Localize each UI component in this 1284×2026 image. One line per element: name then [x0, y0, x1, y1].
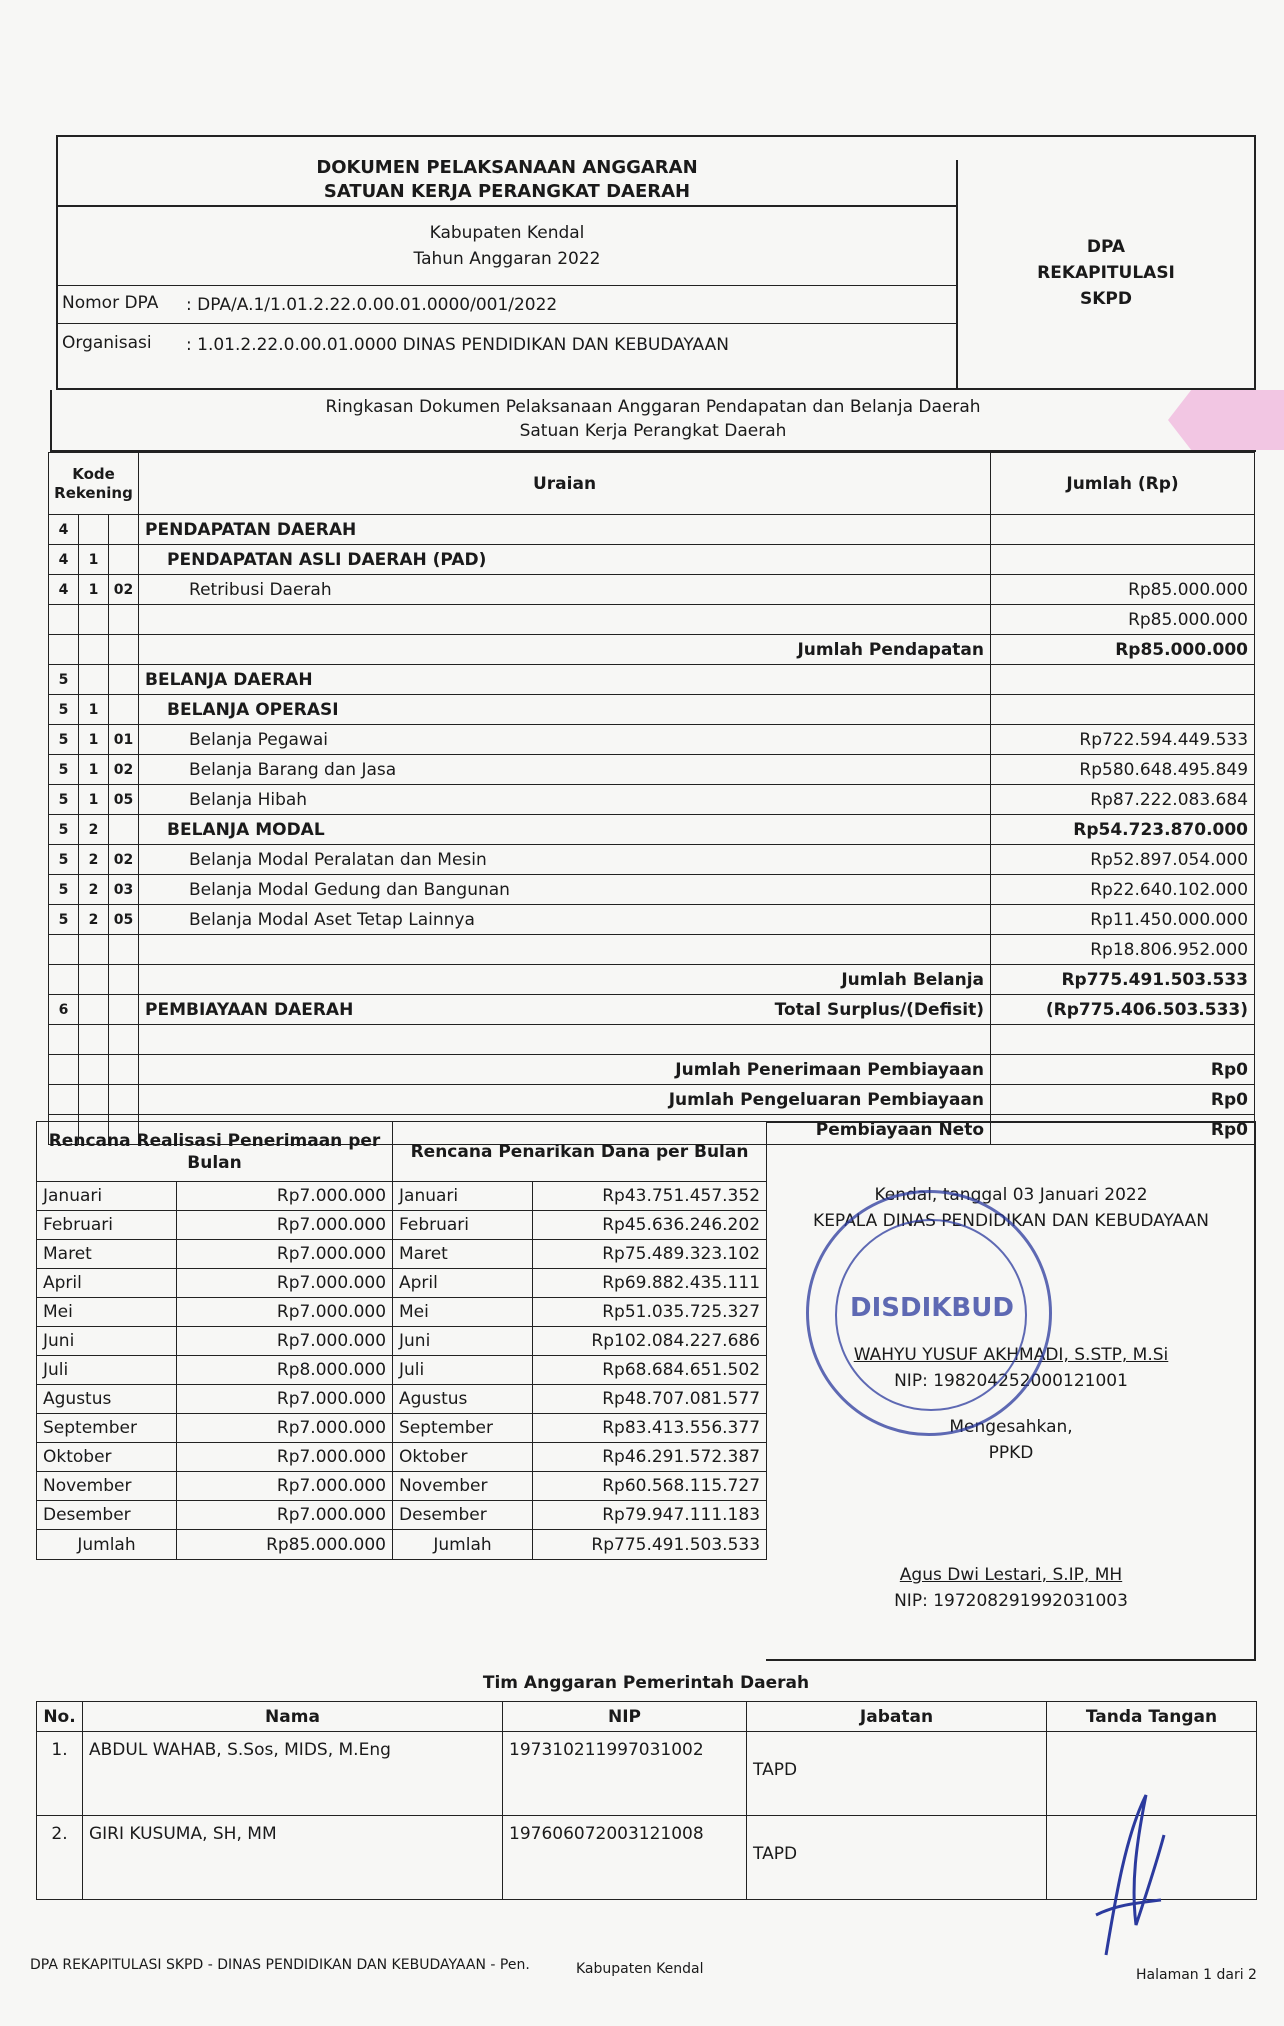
penarikan-value: Rp45.636.246.202 [533, 1211, 767, 1240]
budget-row [49, 515, 1255, 545]
nomor-label: Nomor DPA [62, 293, 159, 313]
kode-cell: 4 [49, 575, 79, 605]
kode-cell [109, 815, 139, 845]
total-label-left: Jumlah [37, 1530, 177, 1560]
uraian-cell [139, 515, 991, 545]
kode-cell [109, 695, 139, 725]
kode-cell: 2 [79, 845, 109, 875]
budget-row [49, 965, 1255, 995]
kode-cell: 5 [49, 905, 79, 935]
kode-cell [79, 635, 109, 665]
kode-cell [109, 935, 139, 965]
penarikan-value: Rp60.568.115.727 [533, 1472, 767, 1501]
kode-cell: 5 [49, 815, 79, 845]
dpa-document [30, 135, 1257, 1983]
tim-col-header: Jabatan [747, 1702, 1047, 1732]
total-penarikan: Rp775.491.503.533 [533, 1530, 767, 1560]
sign-name: WAHYU YUSUF AKHMADI, S.STP, M.Si [853, 1345, 1169, 1365]
kode-cell: 1 [79, 695, 109, 725]
kode-cell [79, 515, 109, 545]
monthly-row [37, 1182, 767, 1211]
approve-label: Mengesahkan, [949, 1417, 1073, 1437]
uraian-text: Belanja Modal Gedung dan Bangunan [189, 879, 510, 900]
footer-center: Kabupaten Kendal [576, 1961, 704, 1977]
tim-row [37, 1732, 1257, 1816]
monthly-total-row [37, 1530, 767, 1560]
kode-cell: 5 [49, 785, 79, 815]
penerimaan-value: Rp7.000.000 [177, 1443, 393, 1472]
monthly-row [37, 1414, 767, 1443]
uraian-cell [139, 665, 991, 695]
tim-nama: GIRI KUSUMA, SH, MM [83, 1816, 503, 1900]
tim-nip: 197310211997031002 [503, 1732, 747, 1816]
kode-cell: 5 [49, 845, 79, 875]
tim-col-header: Tanda Tangan [1047, 1702, 1257, 1732]
penarikan-value: Rp51.035.725.327 [533, 1298, 767, 1327]
uraian-cell [139, 755, 991, 785]
kode-cell [109, 545, 139, 575]
kode-cell [109, 635, 139, 665]
uraian-text: Belanja Hibah [189, 789, 308, 810]
budget-row [49, 1025, 1255, 1055]
kode-cell: 01 [109, 725, 139, 755]
uraian-cell [139, 1085, 991, 1115]
month-right: September [393, 1414, 533, 1443]
budget-row [49, 815, 1255, 845]
budget-row [49, 665, 1255, 695]
monthly-table [36, 1121, 767, 1560]
penerimaan-value: Rp8.000.000 [177, 1356, 393, 1385]
uraian-text: Retribusi Daerah [189, 579, 332, 600]
tim-col-header: NIP [503, 1702, 747, 1732]
kode-cell: 02 [109, 575, 139, 605]
sign-nip: NIP: 198204252000121001 [894, 1371, 1128, 1391]
uraian-text: Pembiayaan Neto [815, 1119, 985, 1140]
tim-col-header: Nama [83, 1702, 503, 1732]
doc-title-1: DOKUMEN PELAKSANAAN ANGGARAN [316, 157, 698, 178]
month-left: Maret [37, 1240, 177, 1269]
signature-scribble-icon [1076, 1775, 1176, 1965]
month-right: Agustus [393, 1385, 533, 1414]
kode-cell: 05 [109, 785, 139, 815]
uraian-text: PENDAPATAN DAERAH [145, 519, 357, 540]
month-right: November [393, 1472, 533, 1501]
region: Kabupaten Kendal [429, 223, 585, 243]
kode-cell: 03 [109, 875, 139, 905]
month-left: April [37, 1269, 177, 1298]
uraian-cell [139, 995, 991, 1025]
tim-title: Tim Anggaran Pemerintah Daerah [482, 1673, 810, 1693]
kode-cell [79, 605, 109, 635]
kode-cell [49, 1055, 79, 1085]
monthly-row [37, 1269, 767, 1298]
uraian-text: Jumlah Belanja [841, 969, 985, 990]
col-jumlah: Jumlah (Rp) [991, 453, 1255, 515]
penarikan-value: Rp75.489.323.102 [533, 1240, 767, 1269]
header-divider [56, 205, 958, 207]
jumlah-cell: Rp87.222.083.684 [991, 785, 1255, 815]
tim-nama: ABDUL WAHAB, S.Sos, MIDS, M.Eng [83, 1732, 503, 1816]
jumlah-cell: Rp775.491.503.533 [991, 965, 1255, 995]
jumlah-cell [991, 665, 1255, 695]
kode-cell: 5 [49, 725, 79, 755]
footer-right: Halaman 1 dari 2 [1136, 1967, 1257, 1983]
kode-cell: 2 [79, 875, 109, 905]
uraian-text: BELANJA MODAL [167, 819, 325, 840]
surplus-label: Total Surplus/(Defisit) [774, 999, 985, 1020]
org-divider [56, 323, 958, 325]
month-right: Februari [393, 1211, 533, 1240]
penerimaan-value: Rp7.000.000 [177, 1211, 393, 1240]
uraian-text: Belanja Barang dan Jasa [189, 759, 397, 780]
jumlah-cell [991, 515, 1255, 545]
tim-col-header: No. [37, 1702, 83, 1732]
budget-year: Tahun Anggaran 2022 [413, 249, 601, 269]
kode-cell [49, 965, 79, 995]
kode-cell: 05 [109, 905, 139, 935]
kode-cell [79, 1055, 109, 1085]
uraian-cell [139, 695, 991, 725]
kode-cell: 4 [49, 515, 79, 545]
month-left: Juni [37, 1327, 177, 1356]
budget-row [49, 635, 1255, 665]
kode-cell [49, 1085, 79, 1115]
uraian-cell [139, 725, 991, 755]
monthly-rows [37, 1182, 767, 1560]
penerimaan-value: Rp7.000.000 [177, 1472, 393, 1501]
dpa-label: DPA [1086, 237, 1126, 257]
uraian-cell [139, 965, 991, 995]
penerimaan-value: Rp7.000.000 [177, 1414, 393, 1443]
approve-role: PPKD [988, 1443, 1034, 1463]
month-right: Juli [393, 1356, 533, 1385]
kode-cell [109, 965, 139, 995]
tim-no: 2. [37, 1816, 83, 1900]
kode-cell: 02 [109, 755, 139, 785]
uraian-text: PEMBIAYAAN DAERAH [145, 999, 354, 1020]
sign-date: Kendal, tanggal 03 Januari 2022 [874, 1185, 1148, 1205]
jumlah-cell: Rp52.897.054.000 [991, 845, 1255, 875]
monthly-row [37, 1356, 767, 1385]
official-stamp [806, 1190, 1052, 1436]
monthly-row [37, 1327, 767, 1356]
penerimaan-value: Rp7.000.000 [177, 1501, 393, 1530]
jumlah-cell: Rp18.806.952.000 [991, 935, 1255, 965]
kode-cell [79, 665, 109, 695]
uraian-cell [139, 905, 991, 935]
uraian-cell [139, 1025, 991, 1055]
penarikan-value: Rp79.947.111.183 [533, 1501, 767, 1530]
tim-table [36, 1701, 1257, 1900]
kode-cell: 4 [49, 545, 79, 575]
kode-cell: 1 [79, 545, 109, 575]
penarikan-value: Rp102.084.227.686 [533, 1327, 767, 1356]
head-penarikan: Rencana Penarikan Dana per Bulan [393, 1122, 767, 1182]
month-left: Juli [37, 1356, 177, 1385]
jumlah-cell: Rp85.000.000 [991, 635, 1255, 665]
kode-cell [109, 515, 139, 545]
nomor-value: : DPA/A.1/1.01.2.22.0.00.01.0000/001/2022 [186, 295, 558, 315]
penerimaan-value: Rp7.000.000 [177, 1182, 393, 1211]
penerimaan-value: Rp7.000.000 [177, 1240, 393, 1269]
month-left: November [37, 1472, 177, 1501]
jumlah-cell: Rp722.594.449.533 [991, 725, 1255, 755]
doc-title-2: SATUAN KERJA PERANGKAT DAERAH [323, 181, 691, 202]
month-left: Oktober [37, 1443, 177, 1472]
month-right: Oktober [393, 1443, 533, 1472]
budget-row [49, 995, 1255, 1025]
budget-row [49, 875, 1255, 905]
footer-left: DPA REKAPITULASI SKPD - DINAS PENDIDIKAN DAN KEBUDAYAAN - Pen. [30, 1957, 530, 1973]
uraian-text: Belanja Pegawai [189, 729, 328, 750]
kode-cell [109, 1055, 139, 1085]
kode-cell: 6 [49, 995, 79, 1025]
kode-cell: 1 [79, 755, 109, 785]
uraian-text: Jumlah Penerimaan Pembiayaan [675, 1059, 985, 1080]
month-right: Desember [393, 1501, 533, 1530]
kode-cell [109, 605, 139, 635]
penarikan-value: Rp68.684.651.502 [533, 1356, 767, 1385]
kode-cell [109, 1025, 139, 1055]
stamp-label: DISDIKBUD [850, 1293, 1014, 1323]
budget-table [48, 452, 1255, 1145]
jumlah-cell: Rp22.640.102.000 [991, 875, 1255, 905]
uraian-cell [139, 545, 991, 575]
penarikan-value: Rp69.882.435.111 [533, 1269, 767, 1298]
penerimaan-value: Rp7.000.000 [177, 1385, 393, 1414]
penarikan-value: Rp83.413.556.377 [533, 1414, 767, 1443]
skpd-label: SKPD [1080, 289, 1132, 309]
tim-no: 1. [37, 1732, 83, 1816]
month-left: Februari [37, 1211, 177, 1240]
uraian-cell [139, 605, 991, 635]
penarikan-value: Rp43.751.457.352 [533, 1182, 767, 1211]
jumlah-cell: Rp85.000.000 [991, 575, 1255, 605]
month-left: Mei [37, 1298, 177, 1327]
month-left: Agustus [37, 1385, 177, 1414]
tim-header-row [37, 1702, 1257, 1732]
uraian-cell [139, 845, 991, 875]
kode-cell [109, 665, 139, 695]
budget-row [49, 935, 1255, 965]
month-right: Mei [393, 1298, 533, 1327]
budget-row [49, 575, 1255, 605]
uraian-text: Jumlah Pengeluaran Pembiayaan [668, 1089, 985, 1110]
head-penerimaan: Rencana Realisasi Penerimaan per Bulan [37, 1122, 393, 1182]
tim-rows [37, 1732, 1257, 1900]
kode-cell [49, 605, 79, 635]
kode-cell [109, 1085, 139, 1115]
org-value: : 1.01.2.22.0.00.01.0000 DINAS PENDIDIKAN DAN KEBUDAYAAN [186, 335, 729, 355]
kode-cell: 2 [79, 815, 109, 845]
jumlah-cell: Rp0 [991, 1055, 1255, 1085]
tim-row [37, 1816, 1257, 1900]
tim-nip: 197606072003121008 [503, 1816, 747, 1900]
budget-row [49, 845, 1255, 875]
budget-row [49, 1055, 1255, 1085]
jumlah-cell: Rp0 [991, 1085, 1255, 1115]
monthly-row [37, 1240, 767, 1269]
kode-cell: 5 [49, 875, 79, 905]
uraian-cell [139, 935, 991, 965]
jumlah-cell [991, 1025, 1255, 1055]
budget-row [49, 605, 1255, 635]
jumlah-cell: (Rp775.406.503.533) [991, 995, 1255, 1025]
penerimaan-value: Rp7.000.000 [177, 1298, 393, 1327]
col-uraian: Uraian [139, 453, 991, 515]
monthly-row [37, 1385, 767, 1414]
kode-cell: 5 [49, 665, 79, 695]
penarikan-value: Rp46.291.572.387 [533, 1443, 767, 1472]
month-left: Desember [37, 1501, 177, 1530]
page-tab-marker [1168, 390, 1284, 450]
kode-cell [79, 1025, 109, 1055]
kode-cell: 2 [79, 905, 109, 935]
penerimaan-value: Rp7.000.000 [177, 1269, 393, 1298]
jumlah-cell: Rp54.723.870.000 [991, 815, 1255, 845]
monthly-row [37, 1298, 767, 1327]
uraian-text: Belanja Modal Aset Tetap Lainnya [189, 909, 475, 930]
monthly-row [37, 1211, 767, 1240]
uraian-cell [139, 815, 991, 845]
uraian-cell [139, 785, 991, 815]
penarikan-value: Rp48.707.081.577 [533, 1385, 767, 1414]
month-left: September [37, 1414, 177, 1443]
monthly-row [37, 1472, 767, 1501]
budget-row [49, 1085, 1255, 1115]
uraian-text: Jumlah Pendapatan [797, 639, 985, 660]
uraian-text: Belanja Modal Peralatan dan Mesin [189, 849, 487, 870]
tim-jabatan: TAPD [747, 1732, 1047, 1816]
kode-cell [79, 935, 109, 965]
jumlah-cell [991, 545, 1255, 575]
summary-title-1: Ringkasan Dokumen Pelaksanaan Anggaran Pendapatan dan Belanja Daerah [325, 397, 981, 417]
budget-row [49, 725, 1255, 755]
kode-cell [79, 1085, 109, 1115]
uraian-cell [139, 575, 991, 605]
kode-cell: 1 [79, 725, 109, 755]
rekapitulasi-label: REKAPITULASI [1037, 263, 1175, 283]
ppkd-name: Agus Dwi Lestari, S.IP, MH [899, 1565, 1123, 1585]
budget-rows [49, 515, 1255, 1145]
uraian-text: BELANJA DAERAH [145, 669, 313, 690]
month-right: Juni [393, 1327, 533, 1356]
month-right: Maret [393, 1240, 533, 1269]
kode-cell: 5 [49, 695, 79, 725]
org-label: Organisasi [62, 333, 152, 353]
jumlah-cell: Rp0 [991, 1115, 1255, 1145]
kode-cell [79, 965, 109, 995]
jumlah-cell: Rp11.450.000.000 [991, 905, 1255, 935]
monthly-row [37, 1443, 767, 1472]
penerimaan-value: Rp7.000.000 [177, 1327, 393, 1356]
col-kode-rekening: Kode Rekening [49, 453, 139, 515]
uraian-cell [139, 875, 991, 905]
summary-title-2: Satuan Kerja Perangkat Daerah [519, 421, 787, 441]
kode-cell [49, 935, 79, 965]
kode-cell [79, 995, 109, 1025]
uraian-cell [139, 635, 991, 665]
tim-jabatan: TAPD [747, 1816, 1047, 1900]
uraian-cell [139, 1055, 991, 1085]
month-left: Januari [37, 1182, 177, 1211]
budget-row [49, 755, 1255, 785]
uraian-text: PENDAPATAN ASLI DAERAH (PAD) [167, 549, 487, 570]
jumlah-cell [991, 695, 1255, 725]
total-penerimaan: Rp85.000.000 [177, 1530, 393, 1560]
budget-row [49, 905, 1255, 935]
month-right: Januari [393, 1182, 533, 1211]
kode-cell [49, 635, 79, 665]
kode-cell: 1 [79, 575, 109, 605]
jumlah-cell: Rp85.000.000 [991, 605, 1255, 635]
sign-office: KEPALA DINAS PENDIDIKAN DAN KEBUDAYAAN [813, 1211, 1209, 1231]
total-label-right: Jumlah [393, 1530, 533, 1560]
kode-cell: 02 [109, 845, 139, 875]
kode-cell: 5 [49, 755, 79, 785]
jumlah-cell: Rp580.648.495.849 [991, 755, 1255, 785]
budget-row [49, 545, 1255, 575]
budget-row [49, 695, 1255, 725]
kode-cell: 1 [79, 785, 109, 815]
kode-cell [49, 1025, 79, 1055]
month-right: April [393, 1269, 533, 1298]
ppkd-nip: NIP: 197208291992031003 [894, 1591, 1128, 1611]
kode-cell [109, 995, 139, 1025]
nomor-divider [56, 285, 958, 287]
budget-row [49, 785, 1255, 815]
uraian-text: BELANJA OPERASI [167, 699, 339, 720]
monthly-row [37, 1501, 767, 1530]
